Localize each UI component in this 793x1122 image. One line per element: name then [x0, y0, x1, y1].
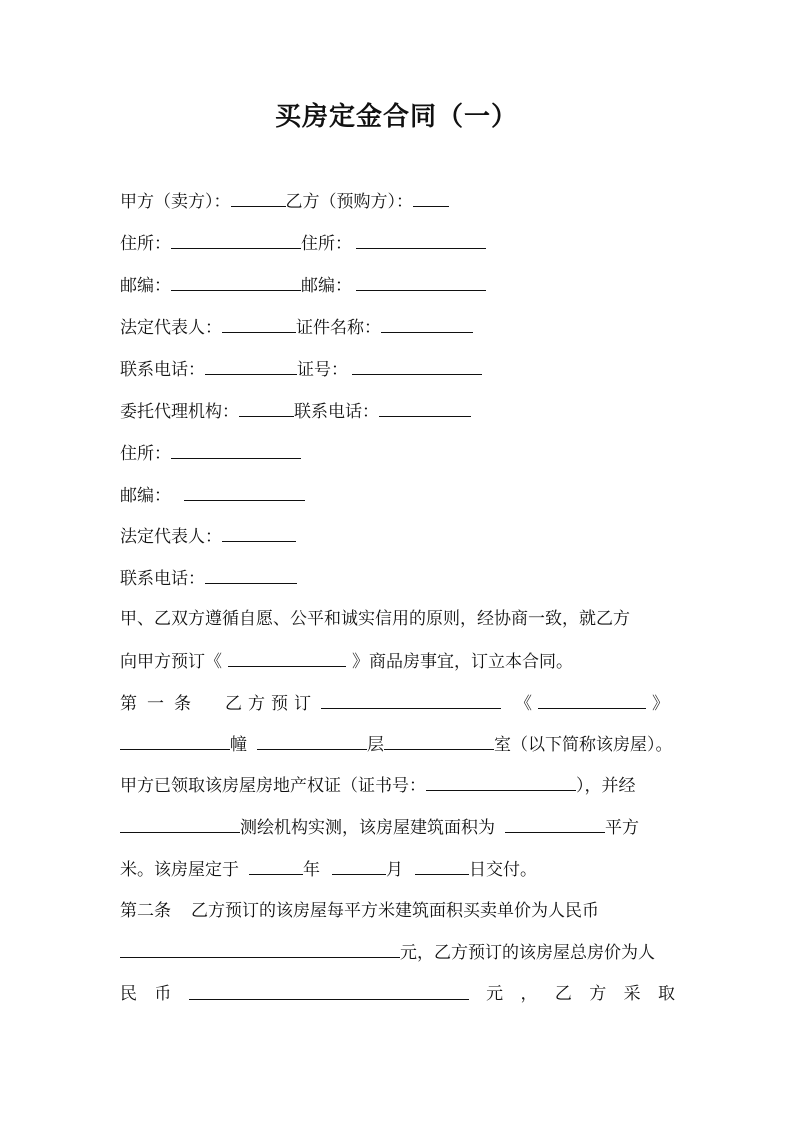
survey-text: 测绘机构实测，该房屋建筑面积为 [240, 818, 495, 838]
blank-field[interactable] [222, 524, 296, 542]
agent-address-line [120, 441, 301, 466]
postcode-label: 邮编： [120, 486, 171, 506]
postcode-line [120, 273, 486, 298]
blank-field[interactable] [120, 815, 240, 833]
room-label: 室（以下简称该房屋）。 [494, 735, 673, 755]
legal-rep-line [120, 315, 473, 340]
blank-field[interactable] [413, 189, 449, 207]
intro-text: 》商品房事宜，订立本合同。 [352, 652, 573, 672]
blank-field[interactable] [228, 649, 346, 667]
blank-field[interactable] [205, 357, 297, 375]
blank-field[interactable] [249, 857, 303, 875]
text-char: 乙 [554, 984, 572, 1004]
address-label: 住所： [120, 444, 171, 464]
agent-phone-line [120, 566, 297, 591]
certificate-text: ），并经 [576, 776, 636, 796]
open-quote: 《 [515, 694, 532, 714]
blank-field[interactable] [426, 773, 576, 791]
day-label: 日交付。 [469, 860, 537, 880]
month-label: 月 [386, 860, 403, 880]
article-text: 乙方预订 [225, 694, 317, 714]
agent-line [120, 399, 471, 424]
year-label: 年 [303, 860, 320, 880]
blank-field[interactable] [257, 732, 367, 750]
survey-text: 平方 [605, 818, 639, 838]
legal-rep-label: 法定代表人： [120, 527, 222, 547]
agent-postcode-line [120, 483, 305, 508]
id-name-label: 证件名称： [296, 318, 381, 338]
blank-field[interactable] [171, 231, 301, 249]
blank-field[interactable] [415, 857, 469, 875]
blank-field[interactable] [171, 441, 301, 459]
party-b-label: 乙方（预购方）： [285, 192, 413, 212]
agent-legal-rep-line [120, 524, 296, 549]
blank-field[interactable] [332, 857, 386, 875]
agent-phone-label: 联系电话： [294, 402, 379, 422]
blank-field[interactable] [381, 315, 473, 333]
blank-field[interactable] [356, 231, 486, 249]
blank-field[interactable] [321, 691, 501, 709]
postcode-label: 邮编： [301, 276, 352, 296]
text-char: 币 [154, 984, 172, 1004]
blank-field[interactable] [120, 732, 230, 750]
building-label: 幢 [230, 735, 247, 755]
text-char: ， [520, 984, 538, 1004]
article-2-price-line [120, 940, 655, 965]
price-text: 元，乙方预订的该房屋总房价为人 [400, 943, 655, 963]
address-label: 住所： [120, 234, 171, 254]
party-line [120, 189, 449, 214]
blank-field[interactable] [538, 691, 646, 709]
delivery-date-line [120, 857, 537, 882]
certificate-text: 甲方已领取该房屋房地产权证（证书号： [120, 776, 426, 796]
agent-label: 委托代理机构： [120, 402, 239, 422]
phone-label: 联系电话： [120, 569, 205, 589]
date-text: 米。该房屋定于 [120, 860, 239, 880]
article-2-total-line [120, 982, 675, 1006]
address-label: 住所： [301, 234, 352, 254]
blank-field[interactable] [505, 815, 605, 833]
blank-field[interactable] [171, 273, 301, 291]
blank-field[interactable] [356, 273, 486, 291]
floor-label: 层 [367, 735, 384, 755]
article-label: 第一条 [120, 694, 201, 714]
article-text: 乙方预订的该房屋每平方米建筑面积买卖单价为人民币 [191, 901, 599, 921]
phone-line [120, 357, 482, 382]
blank-field[interactable] [189, 982, 469, 1000]
party-a-label: 甲方（卖方）： [120, 192, 231, 212]
blank-field[interactable] [120, 940, 400, 958]
intro-line-2 [120, 649, 573, 674]
address-line [120, 231, 486, 256]
blank-field[interactable] [184, 483, 305, 501]
intro-text: 向甲方预订《 [120, 652, 222, 672]
text-char: 方 [589, 984, 607, 1004]
article-2-line [120, 899, 599, 923]
text-char: 民 [120, 984, 137, 1004]
blank-field[interactable] [384, 732, 494, 750]
certificate-line [120, 773, 636, 798]
text-char: 元 [486, 984, 504, 1004]
postcode-label: 邮编： [120, 276, 171, 296]
survey-line [120, 815, 639, 840]
blank-field[interactable] [222, 315, 296, 333]
close-quote: 》 [652, 694, 669, 714]
blank-field[interactable] [379, 399, 471, 417]
text-char: 采 [623, 984, 641, 1004]
article-1-line [120, 691, 669, 716]
document-title: 买房定金合同（一） [274, 102, 518, 132]
legal-rep-label: 法定代表人： [120, 318, 222, 338]
article-label: 第二条 [120, 901, 171, 921]
intro-line-1: 甲、乙双方遵循自愿、公平和诚实信用的原则，经协商一致，就乙方 [120, 609, 630, 629]
blank-field[interactable] [352, 357, 482, 375]
text-char: 取 [658, 984, 675, 1004]
id-no-label: 证号： [297, 360, 348, 380]
blank-field[interactable] [239, 399, 294, 417]
article-1-unit-line [120, 732, 673, 757]
blank-field[interactable] [205, 566, 297, 584]
phone-label: 联系电话： [120, 360, 205, 380]
blank-field[interactable] [231, 189, 286, 207]
